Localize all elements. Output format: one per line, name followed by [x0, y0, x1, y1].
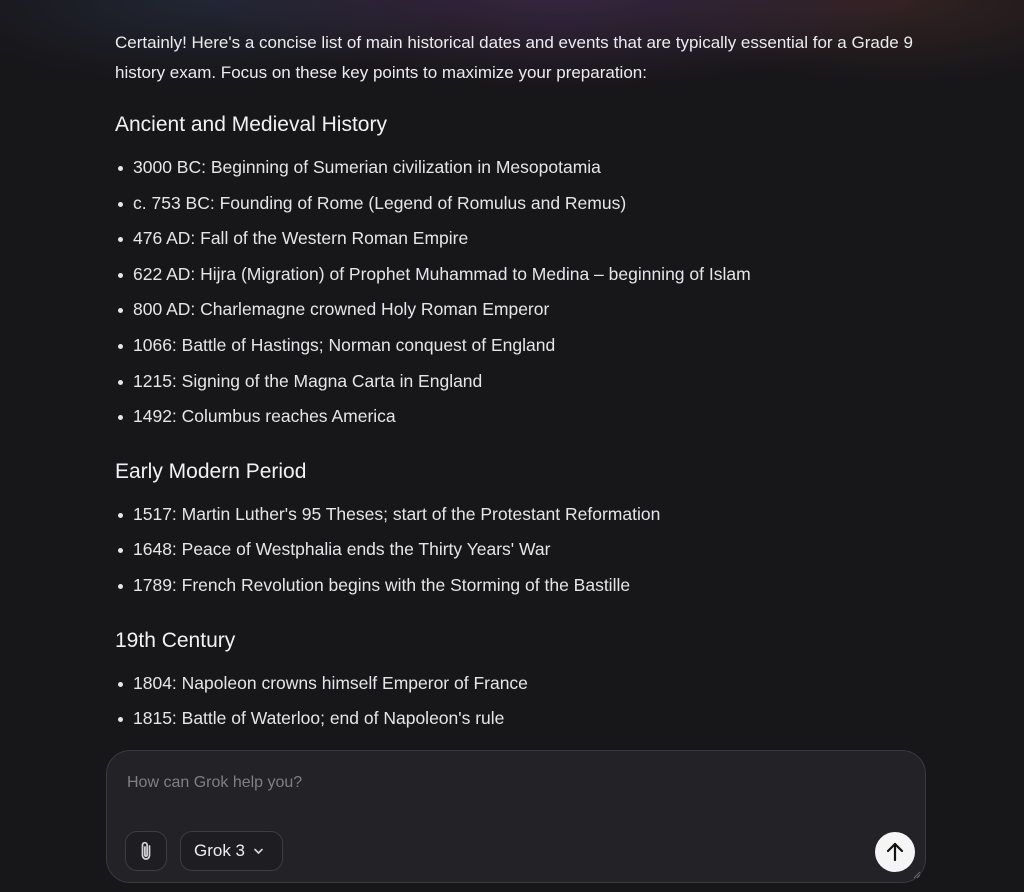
- event-list-early-modern: [115, 497, 915, 604]
- list-item: 1815: Battle of Waterloo; end of Napoleon's rule: [115, 701, 915, 737]
- assistant-message: [115, 28, 915, 737]
- prompt-input[interactable]: [125, 765, 889, 801]
- list-item: 800 AD: Charlemagne crowned Holy Roman Emperor: [115, 292, 915, 328]
- list-item: 3000 BC: Beginning of Sumerian civilization in Mesopotamia: [115, 150, 915, 186]
- paperclip-icon: [137, 840, 155, 862]
- chevron-down-icon: [253, 847, 264, 855]
- list-item: 1789: French Revolution begins with the Storming of the Bastille: [115, 568, 915, 604]
- section-heading-ancient-medieval: Ancient and Medieval History: [115, 113, 387, 136]
- chat-composer: [106, 750, 926, 883]
- section-heading-early-modern: Early Modern Period: [115, 459, 307, 483]
- message-intro: Certainly! Here's a concise list of main historical dates and events that are typically essential for a Grade 9 history exam. Focus on these key points to maximize your preparation:: [115, 33, 913, 82]
- list-item: 1215: Signing of the Magna Carta in England: [115, 364, 915, 400]
- list-item: 1492: Columbus reaches America: [115, 399, 915, 435]
- model-label: Grok 3: [194, 841, 246, 860]
- list-item: 1517: Martin Luther's 95 Theses; start of the Protestant Reformation: [115, 497, 915, 533]
- list-item: c. 753 BC: Founding of Rome (Legend of Romulus and Remus): [115, 186, 915, 222]
- send-button[interactable]: [875, 832, 915, 872]
- section-heading-19th-century: 19th Century: [115, 628, 236, 652]
- list-item: 1066: Battle of Hastings; Norman conquest of England: [115, 328, 915, 364]
- list-item: 1648: Peace of Westphalia ends the Thirty Years' War: [115, 532, 915, 568]
- model-selector[interactable]: [180, 831, 283, 871]
- arrow-up-icon: [885, 841, 905, 863]
- list-item: 476 AD: Fall of the Western Roman Empire: [115, 221, 915, 257]
- list-item: 1804: Napoleon crowns himself Emperor of France: [115, 666, 915, 702]
- event-list-19th-century: [115, 666, 915, 737]
- event-list-ancient-medieval: [115, 150, 915, 435]
- resize-handle-icon[interactable]: [911, 869, 921, 879]
- list-item: 622 AD: Hijra (Migration) of Prophet Muhammad to Medina – beginning of Islam: [115, 257, 915, 293]
- attach-button[interactable]: [125, 831, 167, 871]
